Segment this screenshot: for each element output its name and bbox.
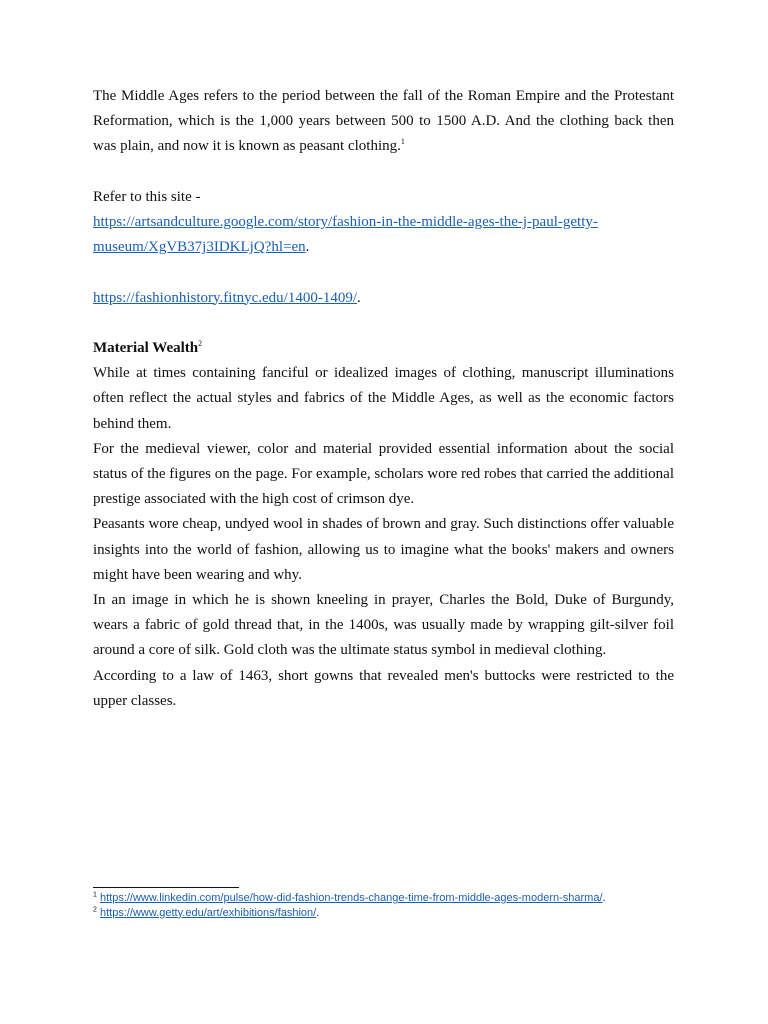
fitnyc-link-paragraph: https://fashionhistory.fitnyc.edu/1400-1409/. xyxy=(93,289,361,306)
section-heading xyxy=(93,336,674,361)
spacer xyxy=(93,260,674,285)
spacer xyxy=(93,160,674,185)
section-paragraph: According to a law of 1463, short gowns that revealed men's buttocks were restricted to the upper classes. xyxy=(93,667,674,709)
refer-link-paragraph: https://artsandculture.google.com/story/fashion-in-the-middle-ages-the-j-paul-getty- museum/XgVB37j3IDKLjQ?hl=en. xyxy=(93,214,598,256)
intro-text: The Middle Ages refers to the period between the fall of the Roman Empire and the Protestant Reformation, which is the 1,000 years between 500 to 1500 A.D. And the clothing back then was plain, and now it is known as peasant clothing. xyxy=(93,88,674,155)
intro-paragraph xyxy=(93,84,674,160)
section-paragraph: Peasants wore cheap, undyed wool in shades of brown and gray. Such distinctions offer valuable insights into the world of fashion, allowing us to imagine what the books' makers and owners might have been wearing and why. xyxy=(93,516,674,583)
footnote-2: $^2$ https://www.getty.edu/art/exhibitions/fashion/. xyxy=(93,905,320,919)
footnote-ref-2[interactable]: 2 xyxy=(198,338,203,348)
document-body xyxy=(93,84,674,714)
footnote-2-link[interactable]: https://www.getty.edu/art/exhibitions/fashion/ xyxy=(99,906,317,919)
section-paragraph: While at times containing fanciful or idealized images of clothing, manuscript illuminations often reflect the actual styles and fabrics of the Middle Ages, as well as the economic factors behind them. xyxy=(93,365,674,432)
section-heading-text: Material Wealth xyxy=(93,339,199,356)
footnote-1: $^1$ https://www.linkedin.com/pulse/how-did-fashion-trends-change-time-from-middle-ages-modern-sharma/. xyxy=(93,891,606,904)
footnote-1-link[interactable]: https://www.linkedin.com/pulse/how-did-fashion-trends-change-time-from-middle-ages-modern-sharma/ xyxy=(99,892,603,904)
footnote-ref-1[interactable]: 1 xyxy=(400,137,405,147)
refer-label: Refer to this site - xyxy=(93,188,201,205)
spacer xyxy=(93,311,674,336)
footnotes xyxy=(93,887,693,920)
section-paragraph: For the medieval viewer, color and material provided essential information about the social status of the figures on the page. For example, scholars wore red robes that carried the additional prestige associated with the high cost of crimson dye. xyxy=(93,440,674,508)
section-paragraph: In an image in which he is shown kneeling in prayer, Charles the Bold, Duke of Burgundy, wears a fabric of gold thread that, in the 1400s, was usually made by wrapping gilt-silver foil around a core of silk. Gold cloth was the ultimate status symbol in medieval clothing. xyxy=(93,592,674,659)
footnote-separator xyxy=(93,887,239,888)
fitnyc-link[interactable]: https://fashionhistory.fitnyc.edu/1400-1409/ xyxy=(93,289,358,306)
artsandculture-link[interactable]: https://artsandculture.google.com/story/fashion-in-the-middle-ages-the-j-paul-getty- museum/XgVB37j3IDKLjQ?hl=en xyxy=(93,214,598,256)
